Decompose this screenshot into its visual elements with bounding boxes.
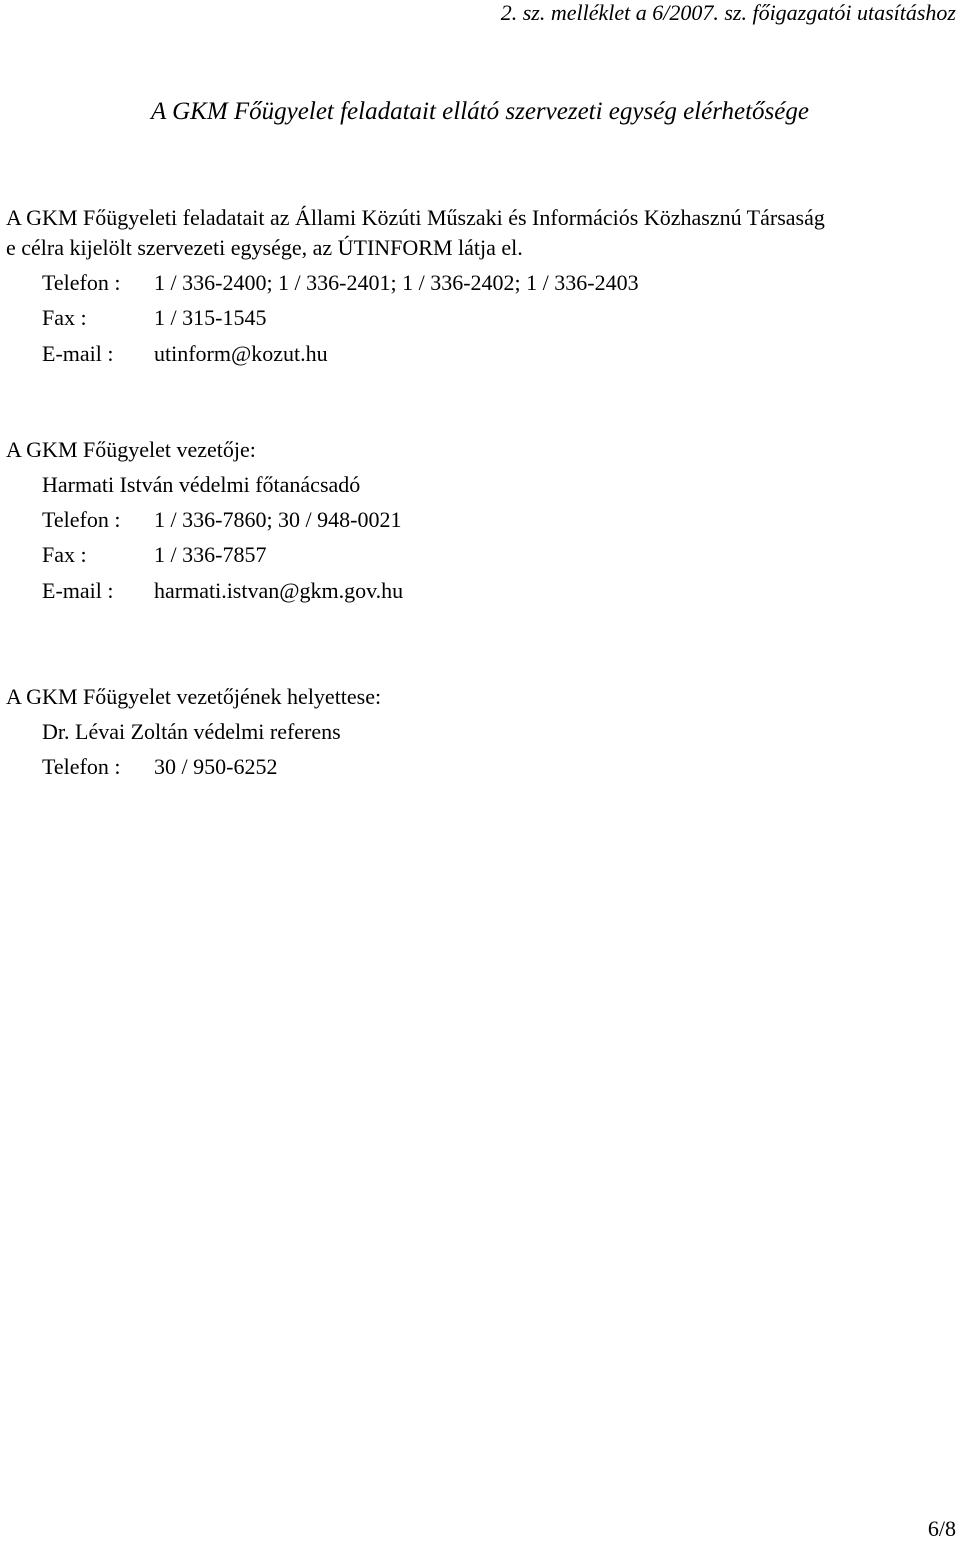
contact-value: 1 / 336-7857 (154, 542, 267, 567)
contact-label: Telefon : (42, 270, 121, 295)
contact-value: utinform@kozut.hu (154, 341, 328, 366)
contact-label: E-mail : (42, 578, 114, 603)
contact-label: Fax : (42, 305, 87, 330)
contact-label: Telefon : (42, 507, 121, 532)
contact-label: E-mail : (42, 341, 114, 366)
head-fax-row (42, 540, 266, 570)
document-title: A GKM Főügyelet feladatait ellátó szervezeti egység elérhetősége (151, 98, 809, 125)
contact-value: harmati.istvan@gkm.gov.hu (154, 578, 404, 603)
unit-email-row (42, 339, 328, 369)
head-section-heading: A GKM Főügyelet vezetője: (6, 437, 256, 462)
contact-label: Fax : (42, 542, 87, 567)
deputy-section-heading: A GKM Főügyelet vezetőjének helyettese: (6, 684, 382, 709)
page-number: 6/8 (927, 1516, 956, 1541)
deputy-name: Dr. Lévai Zoltán védelmi referens (42, 719, 341, 744)
contact-value: 1 / 336-7860; 30 / 948-0021 (154, 507, 402, 532)
unit-phone-row (42, 268, 639, 298)
header-note: 2. sz. melléklet a 6/2007. sz. főigazgatói utasításhoz (500, 0, 956, 25)
contact-value: 30 / 950-6252 (154, 754, 278, 779)
intro-paragraph (6, 203, 825, 263)
head-email-row (42, 576, 403, 606)
unit-fax-row (42, 303, 266, 333)
head-name: Harmati István védelmi főtanácsadó (42, 472, 361, 497)
contact-value: 1 / 336-2400; 1 / 336-2401; 1 / 336-2402; 1 / 336-2403 (154, 270, 639, 295)
contact-value: 1 / 315-1545 (154, 305, 267, 330)
intro-line-1: A GKM Főügyeleti feladatait az Állami Közúti Műszaki és Információs Közhasznú Társaság (6, 205, 825, 230)
intro-line-2: e célra kijelölt szervezeti egysége, az ÚTINFORM látja el. (6, 235, 523, 260)
head-phone-row (42, 505, 402, 535)
deputy-phone-row (42, 752, 277, 782)
contact-label: Telefon : (42, 754, 121, 779)
